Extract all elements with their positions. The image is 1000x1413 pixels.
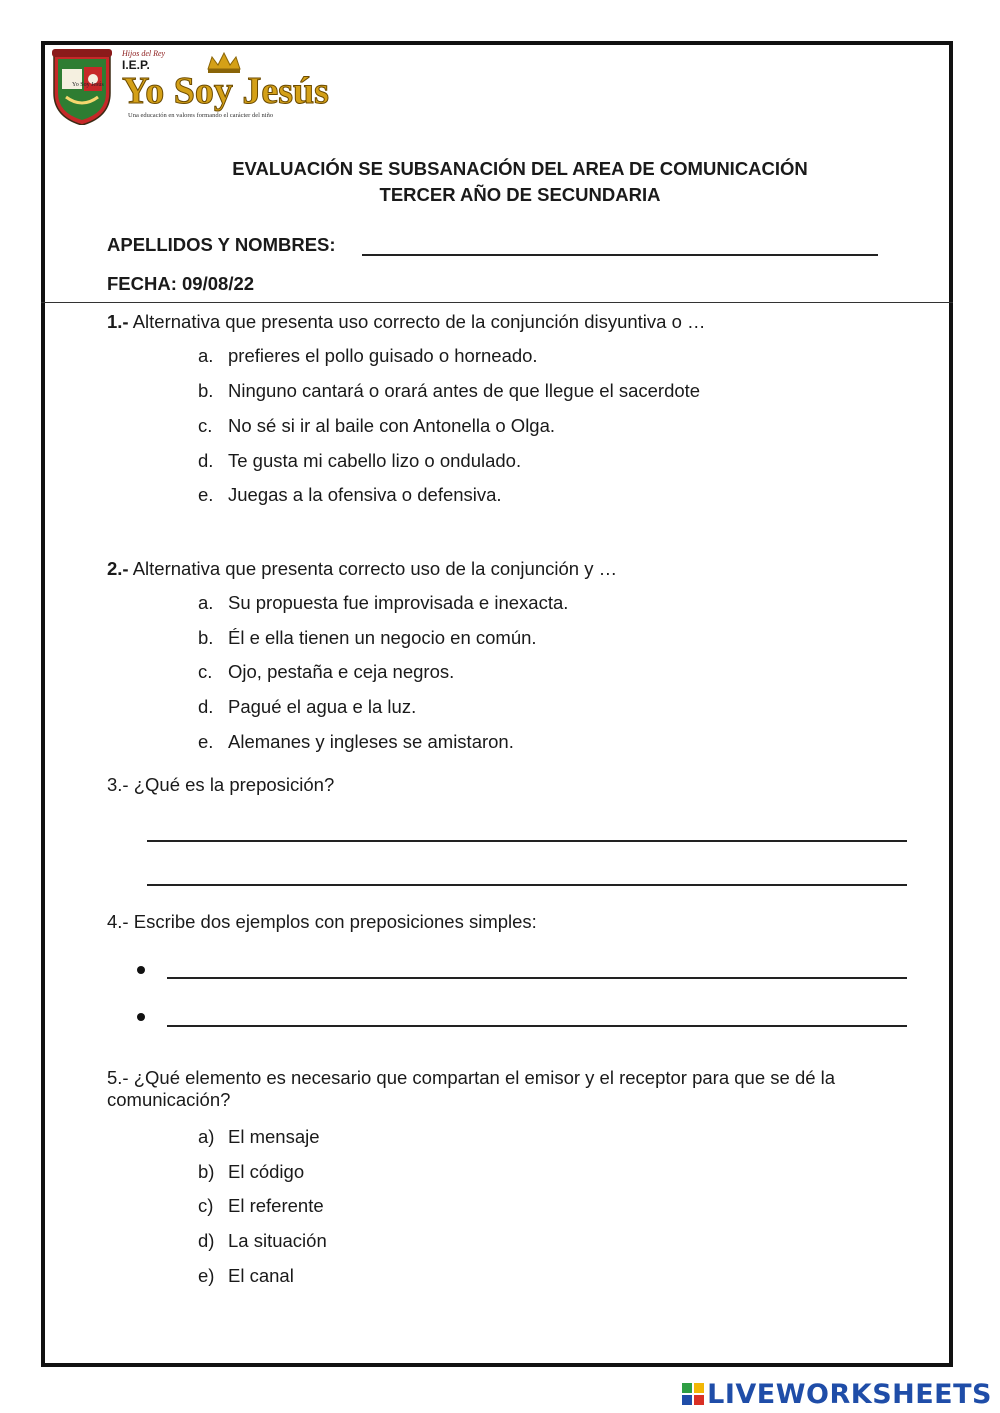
question-2-number: 2.- <box>107 558 129 579</box>
liveworksheets-watermark[interactable] <box>681 1378 992 1410</box>
bullet-icon <box>137 966 145 974</box>
q2-option-e[interactable]: e. Alemanes y ingleses se amistaron. <box>198 731 514 752</box>
question-1-number: 1.- <box>107 311 129 332</box>
svg-text:Hijos del Rey: Hijos del Rey <box>122 49 166 58</box>
question-2-text: Alternativa que presenta correcto uso de la conjunción y … <box>132 558 618 579</box>
q2-option-d[interactable]: d. Pagué el agua e la luz. <box>198 696 417 717</box>
question-5-line-2: comunicación? <box>107 1089 231 1110</box>
date-label: FECHA: 09/08/22 <box>107 273 255 294</box>
q5-option-c[interactable]: c) El referente <box>198 1195 324 1216</box>
q2-option-a[interactable]: a. Su propuesta fue improvisada e inexacta. <box>198 592 569 613</box>
svg-text:I.E.P.: I.E.P. <box>122 58 150 72</box>
q1-option-b[interactable]: b. Ninguno cantará o orará antes de que llegue el sacerdote <box>198 380 701 401</box>
q4-answer-line-1[interactable] <box>167 977 907 979</box>
q5-option-e[interactable]: e) El canal <box>198 1265 294 1286</box>
svg-text:Yo Soy Jesús: Yo Soy Jesús <box>72 82 104 88</box>
title-line-1: EVALUACIÓN SE SUBSANACIÓN DEL AREA DE COMUNICACIÓN <box>232 158 808 179</box>
name-answer-line[interactable] <box>362 254 878 256</box>
svg-text:Yo Soy Jesús: Yo Soy Jesús <box>122 70 329 112</box>
q1-option-a[interactable]: a. prefieres el pollo guisado o horneado. <box>198 345 538 366</box>
q3-answer-line-2[interactable] <box>147 884 907 886</box>
q1-option-c[interactable]: c. No sé si ir al baile con Antonella o Olga. <box>198 415 556 436</box>
question-2 <box>107 558 617 580</box>
q5-option-a[interactable]: a) El mensaje <box>198 1126 320 1147</box>
bullet-icon <box>137 1013 145 1021</box>
name-label: APELLIDOS Y NOMBRES: <box>107 234 336 255</box>
question-5-line-1: 5.- ¿Qué elemento es necesario que compartan el emisor y el receptor para que se dé la <box>107 1067 836 1088</box>
q1-option-e[interactable]: e. Juegas a la ofensiva o defensiva. <box>198 484 502 505</box>
school-logo <box>50 47 350 125</box>
q5-option-b[interactable]: b) El código <box>198 1161 305 1182</box>
watermark-text: LIVEWORKSHEETS <box>707 1378 992 1410</box>
q4-answer-line-2[interactable] <box>167 1025 907 1027</box>
q2-option-c[interactable]: c. Ojo, pestaña e ceja negros. <box>198 661 455 682</box>
header-divider <box>41 302 953 303</box>
q3-answer-line-1[interactable] <box>147 840 907 842</box>
question-3: 3.- ¿Qué es la preposición? <box>107 774 335 795</box>
question-1-text: Alternativa que presenta uso correcto de la conjunción disyuntiva o … <box>132 311 706 332</box>
title-line-2: TERCER AÑO DE SECUNDARIA <box>379 184 661 205</box>
shield-emblem <box>52 49 112 125</box>
q1-option-d[interactable]: d. Te gusta mi cabello lizo o ondulado. <box>198 450 522 471</box>
svg-text:Una educación en valores forma: Una educación en valores formando el carácter del niño <box>128 112 274 119</box>
liveworksheets-logo-icon <box>681 1382 705 1406</box>
question-1 <box>107 311 706 333</box>
q5-option-d[interactable]: d) La situación <box>198 1230 327 1251</box>
question-4: 4.- Escribe dos ejemplos con preposiciones simples: <box>107 911 537 932</box>
q2-option-b[interactable]: b. Él e ella tienen un negocio en común. <box>198 627 537 648</box>
